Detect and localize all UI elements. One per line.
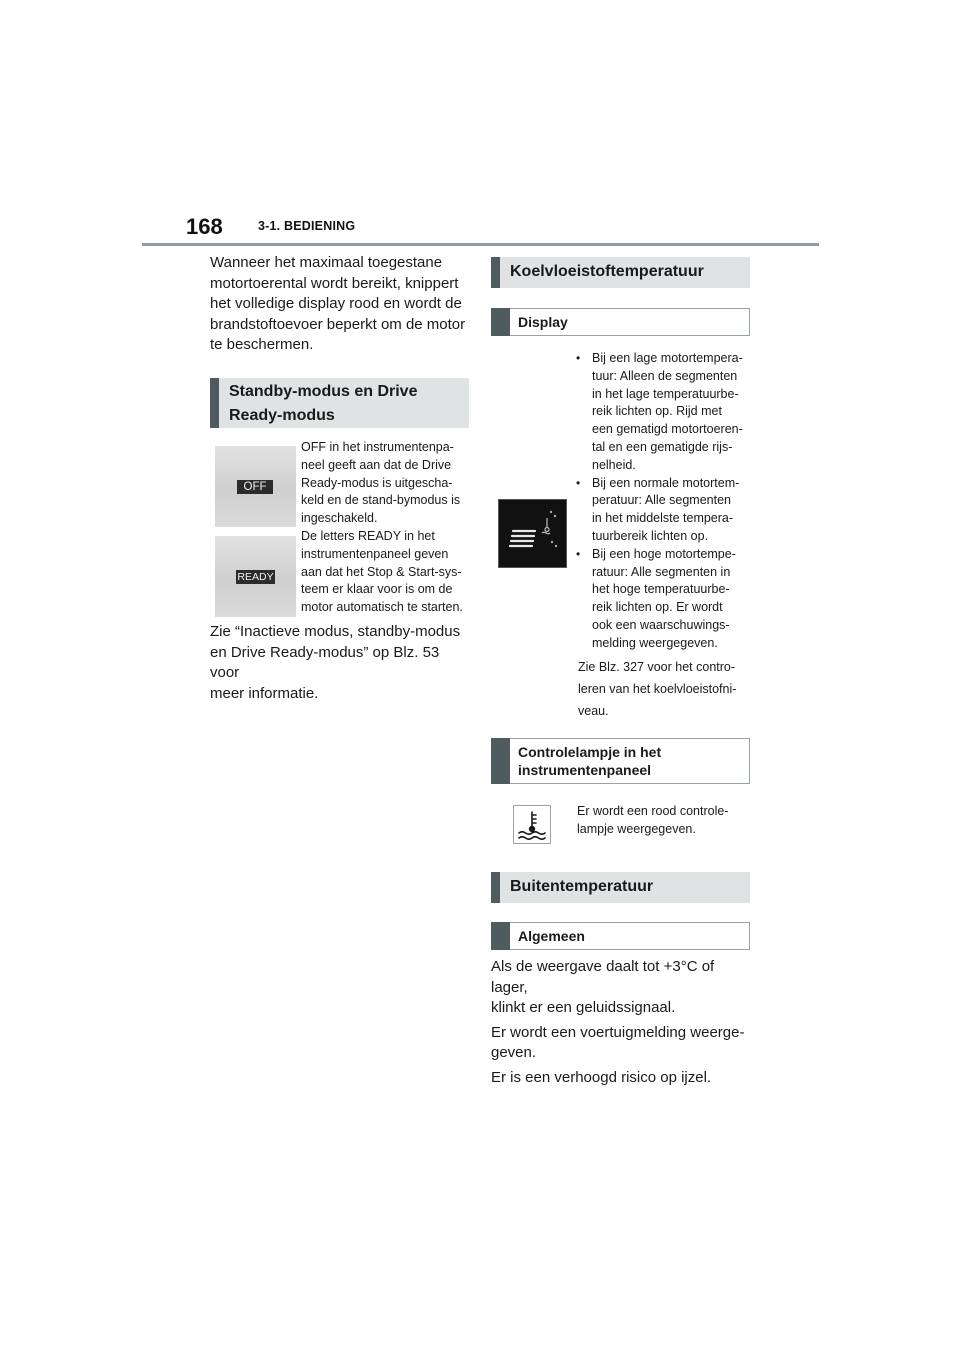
intro-line: te beschermen. — [210, 336, 314, 353]
outside-temperature-heading-text: Buitentemperatuur — [510, 878, 654, 895]
bullet-line: ratuur: Alle segmenten in — [592, 564, 731, 579]
bullet-line: tal en een gematigde rijs- — [592, 439, 733, 454]
off-description-line: neel geeft aan dat de Drive — [301, 457, 452, 472]
intro-line: brandstoftoevoer beperkt om de motor — [210, 315, 466, 333]
more-info-line: Zie “Inactieve modus, standby-modus — [210, 623, 461, 640]
bullet-line: tuur: Alleen de segmenten — [592, 368, 738, 383]
display-subheading-text: Display — [518, 314, 568, 330]
bullet-line: melding weergegeven. — [592, 635, 718, 650]
warning-subheading — [491, 738, 750, 784]
subheading-bar — [491, 738, 510, 784]
see-page-note — [578, 656, 754, 722]
outside-paragraph-line: Er is een verhoogd risico op ijzel. — [491, 1068, 712, 1086]
bullet-line: in het middelste tempera- — [592, 511, 734, 526]
ready-indicator-image — [215, 536, 296, 617]
see-page-line: veau. — [578, 704, 609, 718]
standby-heading — [210, 378, 469, 428]
outside-paragraph — [491, 1068, 753, 1089]
ready-description-line: motor automatisch te starten. — [301, 600, 463, 615]
subheading-bar — [491, 308, 510, 336]
intro-paragraph — [210, 253, 472, 356]
standby-heading-line: Ready-modus — [229, 407, 335, 424]
bullet-low-temperature — [576, 350, 752, 475]
intro-line: het volledige display rood en wordt de — [210, 295, 462, 312]
bullet-line: Bij een lage motortempera- — [592, 351, 743, 365]
bullet-dot: • — [576, 475, 581, 490]
off-description-line: OFF in het instrumentenpa- — [301, 440, 454, 454]
outside-temperature-text — [491, 957, 753, 1088]
see-page-line: Zie Blz. 327 voor het contro- — [578, 660, 736, 674]
section-label: 3-1. BEDIENING — [258, 219, 356, 233]
coolant-bullet-list — [576, 350, 752, 653]
outside-paragraph — [491, 1023, 753, 1064]
bullet-line: peratuur: Alle segmenten — [592, 493, 731, 508]
outside-paragraph-line: geven. — [491, 1044, 537, 1061]
coolant-gauge-graphic — [499, 500, 566, 567]
bullet-high-temperature — [576, 546, 752, 653]
off-description-line: Ready-modus is uitgescha- — [301, 475, 453, 490]
general-subheading-text: Algemeen — [518, 928, 585, 944]
off-badge: OFF — [237, 480, 273, 494]
coolant-temperature-warning-icon — [513, 805, 551, 844]
ready-description-line: instrumentenpaneel geven — [301, 546, 449, 561]
ready-description-line: aan dat het Stop & Start-sys- — [301, 564, 462, 579]
intro-line: motortoerental wordt bereikt, knippert — [210, 274, 459, 292]
ready-description — [301, 528, 473, 617]
ready-description-line: teem er klaar voor is om de — [301, 582, 453, 597]
warning-description — [577, 803, 753, 839]
coolant-warning-graphic — [514, 806, 550, 843]
coolant-temperature-gauge-icon — [498, 499, 567, 568]
ready-badge: READY — [237, 571, 274, 583]
bullet-line: nelheid. — [592, 457, 636, 472]
ready-description-line: De letters READY in het — [301, 529, 435, 543]
bullet-line: Bij een normale motortem- — [592, 475, 740, 490]
outside-temperature-heading — [491, 872, 750, 903]
bullet-line: in het lage temperatuurbe- — [592, 386, 739, 401]
bullet-line: reik lichten op. Rijd met — [592, 404, 722, 419]
header-rule — [142, 243, 819, 246]
standby-heading-line: Standby-modus en Drive — [229, 383, 418, 400]
intro-line: Wanneer het maximaal toegestane — [210, 254, 443, 271]
more-info-paragraph — [210, 622, 472, 704]
off-indicator-image — [215, 446, 296, 527]
warning-subheading-line: Controlelampje in het — [518, 744, 662, 760]
page-number: 168 — [186, 214, 223, 239]
coolant-heading-text: Koelvloeistoftemperatuur — [510, 263, 704, 280]
outside-paragraph — [491, 957, 753, 1019]
off-description-line: ingeschakeld. — [301, 511, 378, 526]
outside-paragraph-line: klinkt er een geluidssignaal. — [491, 999, 676, 1016]
outside-paragraph-line: Er wordt een voertuigmelding weerge- — [491, 1023, 745, 1041]
see-page-line: leren van het koelvloeistofni- — [578, 682, 737, 696]
bullet-normal-temperature — [576, 475, 752, 546]
bullet-dot: • — [576, 351, 581, 365]
warning-description-line: lampje weergegeven. — [577, 821, 696, 836]
bullet-dot: • — [576, 546, 581, 561]
warning-subheading-line: instrumentenpaneel — [518, 762, 652, 778]
bullet-line: ook een waarschuwings- — [592, 617, 730, 632]
display-subheading — [491, 308, 750, 336]
subheading-bar — [491, 922, 510, 950]
off-description — [301, 439, 471, 528]
bullet-line: een gematigd motortoeren- — [592, 422, 743, 437]
off-description-line: keld en de stand-bymodus is — [301, 493, 461, 508]
more-info-line: meer informatie. — [210, 684, 319, 702]
warning-description-line: Er wordt een rood controle- — [577, 804, 729, 818]
more-info-line: en Drive Ready-modus” op Blz. 53 voor — [210, 643, 440, 681]
outside-paragraph-line: Als de weergave daalt tot +3°C of lager, — [491, 958, 715, 996]
coolant-heading — [491, 257, 750, 288]
general-subheading — [491, 922, 750, 950]
bullet-line: reik lichten op. Er wordt — [592, 600, 723, 615]
warning-subheading-text — [518, 743, 661, 779]
bullet-line: het hoge temperatuurbe- — [592, 582, 730, 597]
bullet-line: tuurbereik lichten op. — [592, 528, 709, 543]
bullet-line: Bij een hoge motortempe- — [592, 546, 736, 561]
